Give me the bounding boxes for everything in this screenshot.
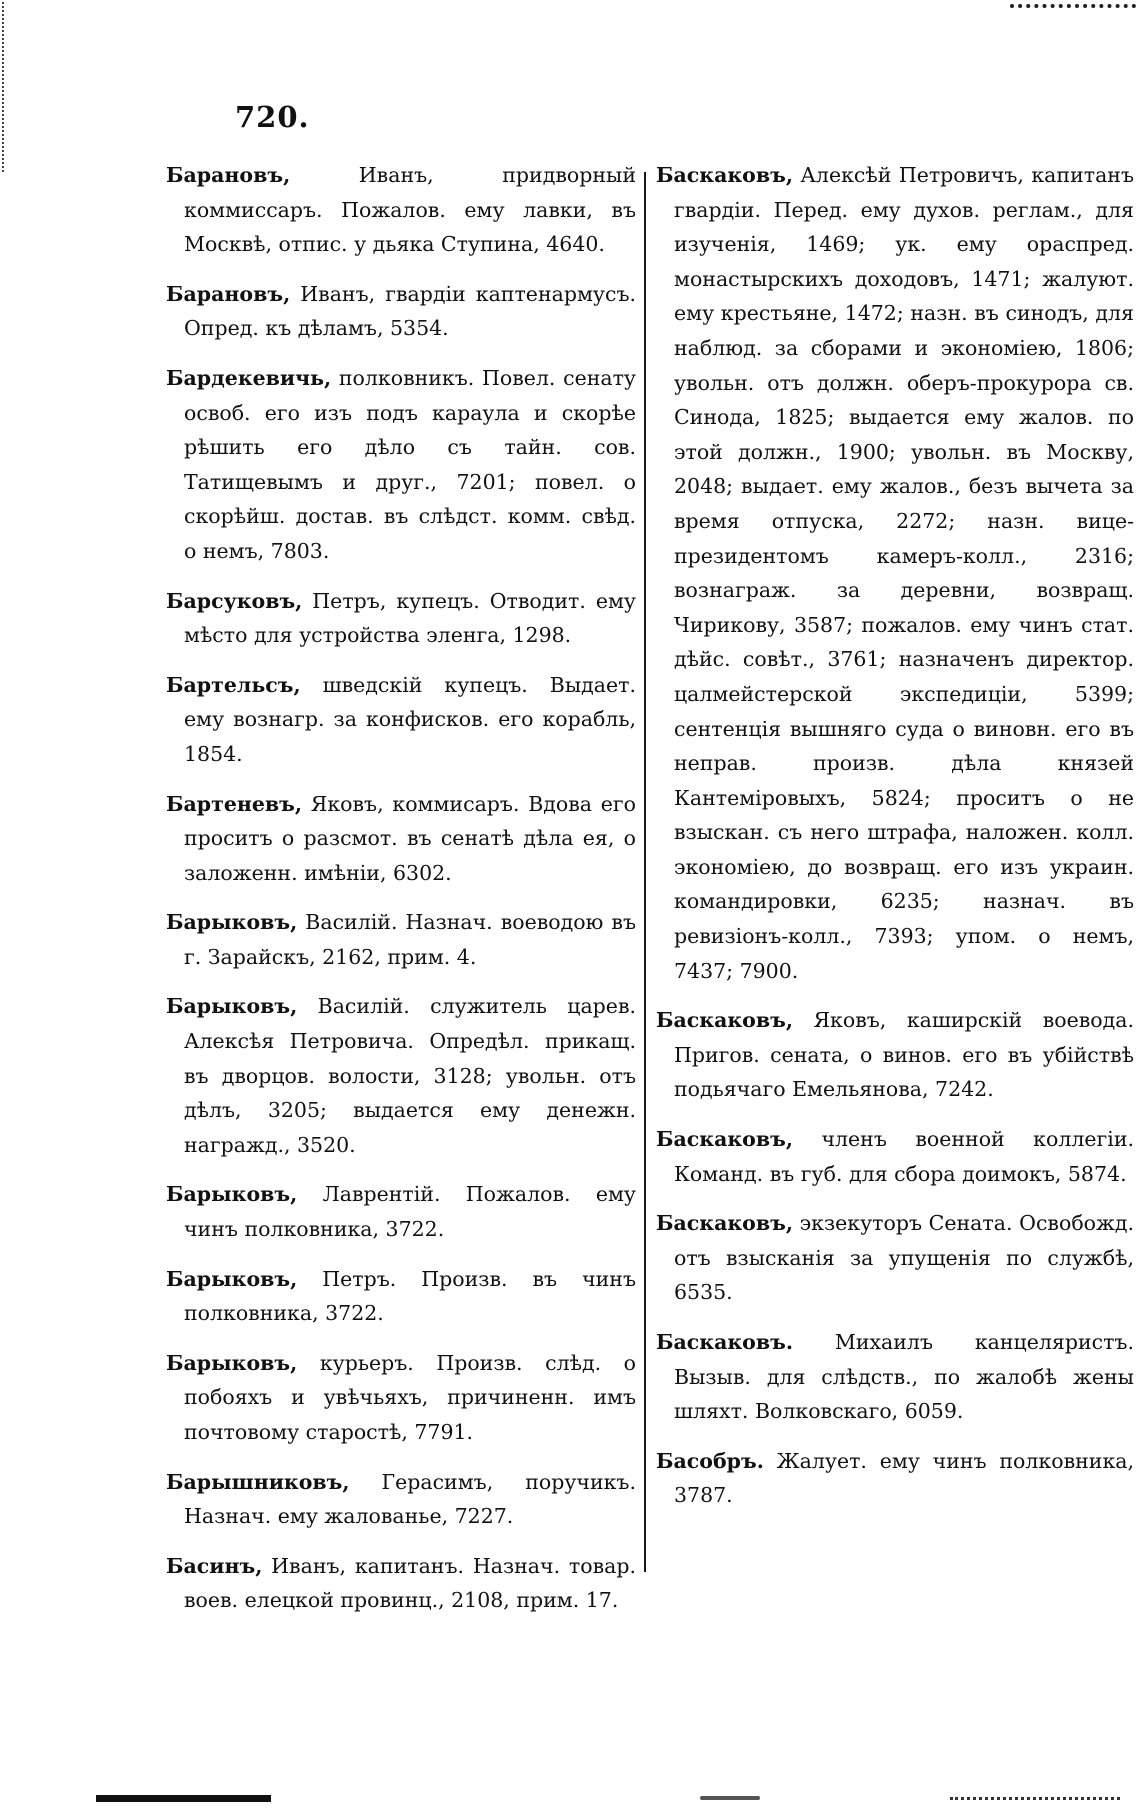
right-column [656,158,1134,1528]
entry-headword: Барановъ, [166,281,291,306]
entry-text: Василій. служитель царев. Алексѣя Петровича. Опредѣл. прикащ. въ дворцов. волости, 3128; увольн. отъ дѣлъ, 3205; выдается ему денежн. награжд., 3520. [184,994,636,1157]
entry-headword: Баскаковъ, [656,1008,793,1033]
entry-headword: Барыковъ, [166,1266,298,1291]
index-entry [166,989,636,1162]
entry-headword: Бартеневъ, [166,791,303,816]
entry-headword: Барыковъ, [166,994,298,1019]
index-entry [166,1177,636,1246]
entry-text: полковникъ. Повел. сенату освоб. его изъ подъ караула и скорѣе рѣшить его дѣло съ тайн. сов. Татищевымъ и друг., 7201; повел. о скорѣйш. достав. въ слѣдст. комм. свѣд. о немъ, 7803. [184,365,636,563]
index-entry [656,1206,1134,1310]
page-number: 720. [235,100,310,134]
entry-text: Иванъ, гвардіи каптенармусъ. Опред. къ дѣламъ, 5354. [184,281,636,341]
entry-headword: Бартельсъ, [166,672,301,697]
index-entry [166,905,636,974]
index-entry [166,1346,636,1450]
entry-text: Василій. Назнач. воеводою въ г. Зарайскъ, 2162, прим. 4. [184,910,636,969]
entry-text: членъ военной коллегіи. Команд. въ губ. для сбора доимокъ, 5874. [674,1127,1134,1186]
entry-text: Яковъ, каширскій воевода. Пригов. сената, о винов. его въ убійствѣ подьячаго Емельянова, 7242. [674,1008,1134,1102]
entry-text: Иванъ, капитанъ. Назнач. товар. воев. елецкой провинц., 2108, прим. 17. [184,1553,636,1613]
entry-text: шведскій купецъ. Выдает. ему вознагр. за конфисков. его корабль, 1854. [184,672,636,766]
entry-headword: Барышниковъ, [166,1469,350,1494]
index-entry [656,1444,1134,1513]
column-divider [644,172,646,1572]
entry-text: Петръ, купецъ. Отводит. ему мѣсто для устройства эленга, 1298. [184,588,636,648]
entry-headword: Барыковъ, [166,1350,298,1375]
entry-headword: Баскаковъ, [656,1211,793,1236]
scan-bottom-smudge [700,1796,760,1800]
entry-text: экзекуторъ Сената. Освобожд. отъ взысканія за упущенія по службѣ, 6535. [674,1211,1134,1305]
index-entry [656,1122,1134,1191]
entry-headword: Бардекевичь, [166,365,332,390]
index-entry [656,1325,1134,1429]
index-entry [166,158,636,262]
index-entry [656,1003,1134,1107]
index-entry [166,277,636,346]
entry-headword: Барыковъ, [166,1182,298,1207]
entry-text: Петръ. Произв. въ чинъ полковника, 3722. [184,1266,636,1326]
entry-headword: Баскаковъ, [656,1127,793,1152]
entry-headword: Барыковъ, [166,910,298,935]
entry-headword: Баскаковъ, [656,163,793,187]
index-entry [166,787,636,891]
entry-headword: Барсуковъ, [166,588,303,613]
index-entry [656,158,1134,988]
scan-bottom-bar [96,1795,271,1802]
entry-headword: Баскаковъ. [656,1330,793,1354]
scan-margin-marks [2,2,16,172]
index-entry [166,584,636,653]
entry-text: Герасимъ, поручикъ. Назнач. ему жалованье, 7227. [184,1469,636,1529]
entry-headword: Басинъ, [166,1553,263,1578]
index-entry [166,1262,636,1331]
index-entry [166,1549,636,1618]
entry-text: Иванъ, придворный коммиссаръ. Пожалов. ему лавки, въ Москвѣ, отпис. у дьяка Ступина, 4640. [184,163,636,257]
entry-text: Яковъ, коммисаръ. Вдова его проситъ о разсмот. въ сенатѣ дѣла ея, о заложенн. имѣніи, 6302. [184,791,636,885]
entry-text: Михаилъ канцеляристъ. Вызыв. для слѣдств., по жалобѣ жены шляхт. Волковскаго, 6059. [674,1330,1134,1424]
entry-headword: Басобръ. [656,1448,764,1473]
entry-text: Жалует. ему чинъ полковника, 3787. [674,1448,1134,1508]
entry-text: Алексѣй Петровичъ, капитанъ гвардіи. Перед. ему духов. реглам., для изученія, 1469; ук. ему ораспред. монастырскихъ доходовъ, 1471; жалуют. ему крестьяне, 1472; назн. въ синодъ, для наблюд. за сборами и экономіею, 1806; увольн. отъ должн. оберъ-прокурора св. Синода, 1825; выдается ему жалов. по этой должн., 1900; увольн. въ Москву, 2048; выдает. ему жалов., безъ вычета за время отпуска, 2272; назн. вице-президентомъ камеръ-колл., 2316; вознаграж. за деревни, возвращ. Чирикову, 3587; пожалов. ему чинъ стат. дѣйс. совѣт., 3761; назначенъ директор. цалмейстерской экспедиціи, 5399; сентенція вышняго суда о виновн. его въ неправ. произв. дѣла князей Кантеміровыхъ, 5824; проситъ о не взыскан. съ него штрафа, наложен. колл. экономіею, до возвращ. его изъ украин. командировки, 6235; назнач. въ ревизіонъ-колл., 7393; упом. о немъ, 7437; 7900. [674,163,1134,983]
scan-top-marks [1010,4,1136,14]
entry-headword: Барановъ, [166,163,291,187]
entry-text: курьеръ. Произв. слѣд. о побояхъ и увѣчьяхъ, причиненн. имъ почтовому старостѣ, 7791. [184,1350,636,1444]
index-entry [166,361,636,569]
index-entry [166,668,636,772]
scan-bottom-marks [950,1797,1120,1804]
entry-text: Лаврентій. Пожалов. ему чинъ полковника, 3722. [184,1182,636,1242]
left-column [166,158,636,1633]
index-entry [166,1465,636,1534]
